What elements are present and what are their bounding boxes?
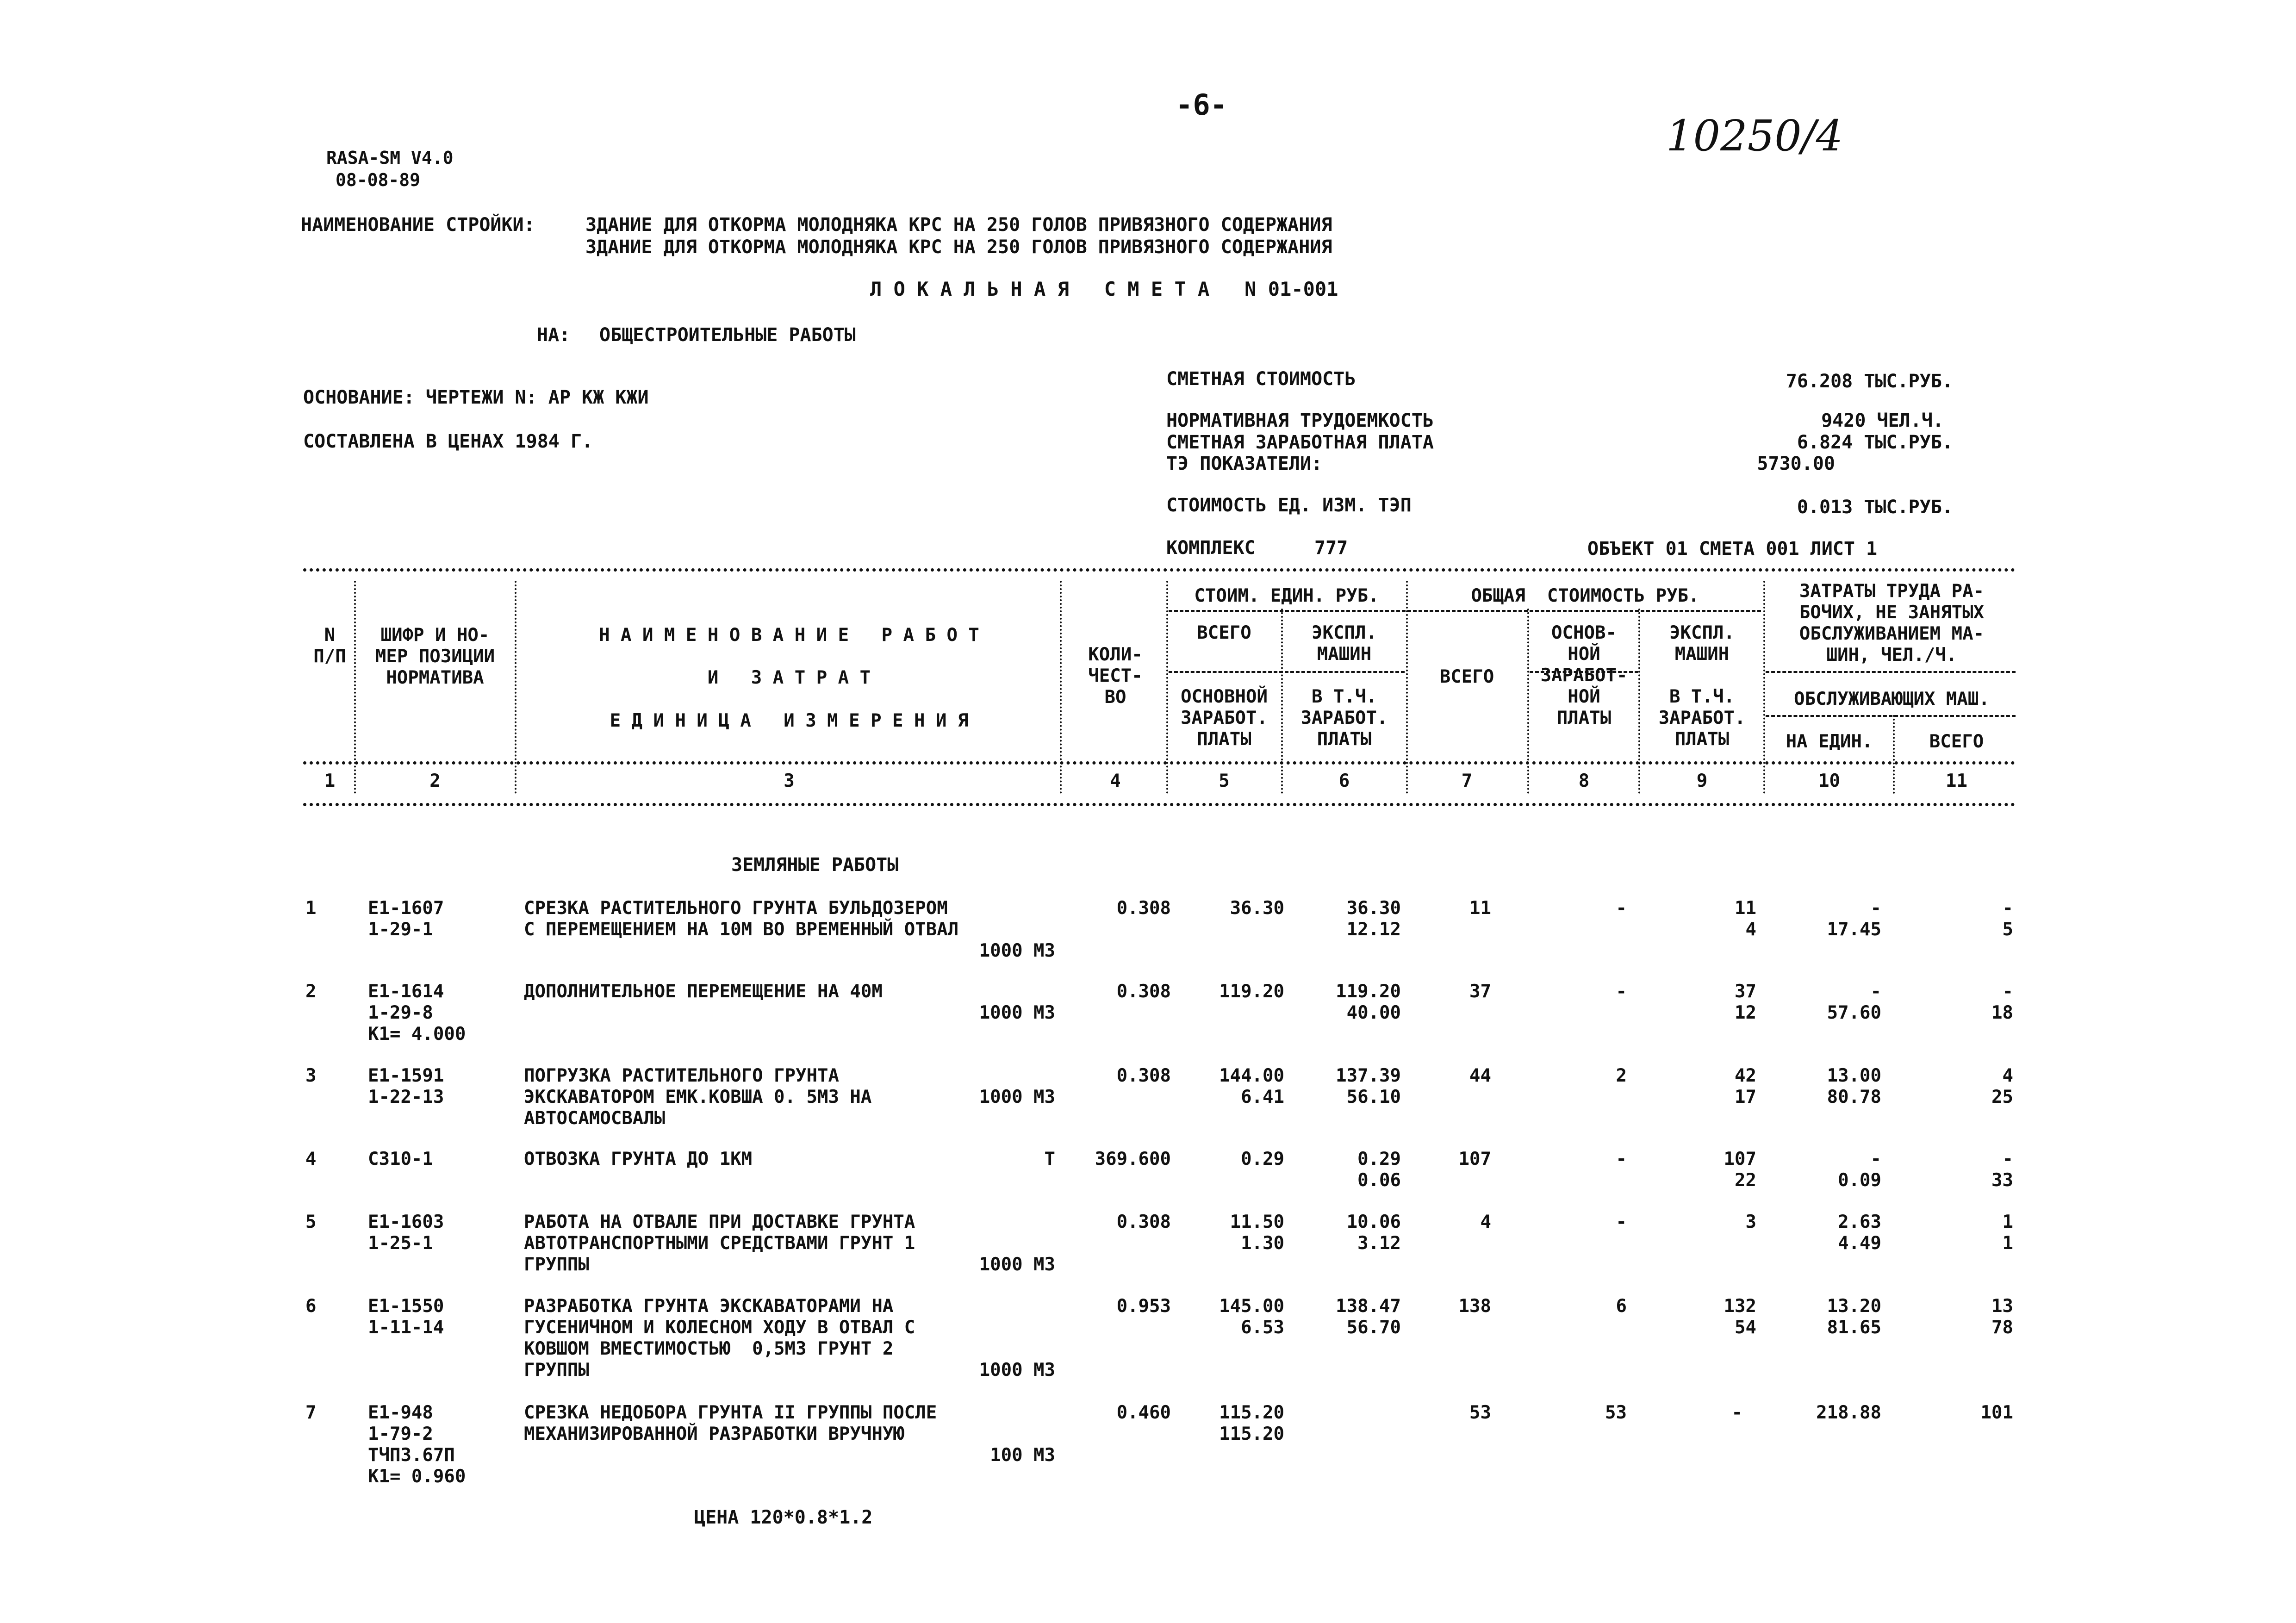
works-label: НА:	[537, 324, 571, 346]
row-col6: 36.30 12.12	[1346, 898, 1401, 940]
cost-label: СМЕТНАЯ СТОИМОСТЬ	[1166, 368, 1356, 390]
estimate-title: Л О К А Л Ь Н А Я С М Е Т А N 01-001	[870, 278, 1338, 300]
row-col11: - 18	[1991, 981, 2013, 1023]
price-note: ЦЕНА 120*0.8*1.2	[694, 1507, 873, 1528]
colnum: 8	[1578, 771, 1590, 791]
row-col6: 0.29 0.06	[1357, 1149, 1401, 1191]
construction-label: НАИМЕНОВАНИЕ СТРОЙКИ:	[301, 214, 535, 236]
row-unit: 1000 М3	[979, 1002, 1055, 1023]
colnum: 2	[429, 771, 441, 791]
colnum: 5	[1219, 771, 1230, 791]
row-col5: 115.20 115.20	[1219, 1402, 1284, 1444]
row-col8: -	[1616, 898, 1627, 919]
row-number: 7	[305, 1402, 317, 1423]
row-number: 1	[305, 898, 317, 919]
row-col5: 36.30	[1230, 898, 1284, 919]
header-total-group: ОБЩАЯ СТОИМОСТЬ РУБ.	[1471, 585, 1699, 606]
works-value: ОБЩЕСТРОИТЕЛЬНЫЕ РАБОТЫ	[599, 324, 856, 346]
row-col9: 3	[1745, 1212, 1756, 1232]
row-col10: - 17.45	[1827, 898, 1881, 940]
colnum: 3	[784, 771, 795, 791]
page-number: -6-	[1176, 88, 1227, 122]
header-subrule	[1169, 610, 1761, 612]
col-separator	[1893, 715, 1895, 794]
program-name: RASA-SM V4.0	[326, 148, 454, 168]
row-col5: 144.00 6.41	[1219, 1065, 1284, 1107]
numbers-bottom-rule	[303, 803, 2016, 806]
row-col5: 0.29	[1241, 1149, 1284, 1169]
table-top-rule	[303, 568, 2016, 572]
handwritten-reference: 10250/4	[1666, 111, 1843, 161]
row-col5: 11.50 1.30	[1230, 1212, 1284, 1254]
colnum: 1	[324, 771, 336, 791]
tep-label: ТЭ ПОКАЗАТЕЛИ:	[1166, 453, 1323, 474]
row-name: СРЕЗКА РАСТИТЕЛЬНОГО ГРУНТА БУЛЬДОЗЕРОМ С ПЕРЕМЕЩЕНИЕМ НА 10М ВО ВРЕМЕННЫЙ ОТВАЛ	[524, 898, 959, 940]
row-col11: 13 78	[1991, 1296, 2013, 1338]
labor-value: 9420 ЧЕЛ.Ч.	[1821, 410, 1944, 431]
col-separator	[1763, 581, 1765, 794]
row-col7: 107	[1458, 1149, 1491, 1169]
header-col-name-line3: Е Д И Н И Ц А И З М Е Р Е Н И Я	[610, 710, 969, 731]
row-col9: -	[1731, 1402, 1742, 1423]
row-name: ПОГРУЗКА РАСТИТЕЛЬНОГО ГРУНТА ЭКСКАВАТОРОМ ЕМК.КОВША 0. 5М3 НА АВТОСАМОСВАЛЫ	[524, 1065, 872, 1129]
construction-name-line1: ЗДАНИЕ ДЛЯ ОТКОРМА МОЛОДНЯКА КРС НА 250 ГОЛОВ ПРИВЯЗНОГО СОДЕРЖАНИЯ	[585, 214, 1332, 236]
basis-line: ОСНОВАНИЕ: ЧЕРТЕЖИ N: АР КЖ КЖИ	[303, 387, 649, 408]
construction-name-line2: ЗДАНИЕ ДЛЯ ОТКОРМА МОЛОДНЯКА КРС НА 250 ГОЛОВ ПРИВЯЗНОГО СОДЕРЖАНИЯ	[585, 236, 1332, 258]
row-col5: 145.00 6.53	[1219, 1296, 1284, 1338]
col-separator	[1166, 581, 1168, 794]
row-unit: 1000 М3	[979, 1360, 1055, 1380]
row-col8: -	[1616, 981, 1627, 1002]
row-col7: 53	[1469, 1402, 1491, 1423]
row-code: Е1-1550 1-11-14	[368, 1296, 444, 1338]
prices-line: СОСТАВЛЕНА В ЦЕНАХ 1984 Г.	[303, 431, 593, 452]
header-subrule	[1766, 671, 2016, 673]
colnum: 6	[1338, 771, 1350, 791]
row-code: Е1-1607 1-29-1	[368, 898, 444, 940]
wage-label: СМЕТНАЯ ЗАРАБОТНАЯ ПЛАТА	[1166, 432, 1434, 453]
row-unit: 1000 М3	[979, 940, 1055, 961]
row-unit: 1000 М3	[979, 1087, 1055, 1107]
row-col7: 138	[1458, 1296, 1491, 1317]
header-col-quantity: КОЛИ- ЧЕСТ- ВО	[1088, 644, 1143, 708]
header-col-7: ВСЕГО	[1439, 666, 1494, 687]
row-code: Е1-1591 1-22-13	[368, 1065, 444, 1107]
row-quantity: 0.953	[1116, 1296, 1171, 1317]
row-col11: 1 1	[2002, 1212, 2013, 1254]
colnum: 4	[1110, 771, 1121, 791]
row-number: 6	[305, 1296, 317, 1317]
program-date: 08-08-89	[336, 170, 421, 190]
colnum: 10	[1818, 771, 1840, 791]
row-col11: 4 25	[1991, 1065, 2013, 1107]
row-col8: 53	[1605, 1402, 1627, 1423]
row-col9: 11 4	[1735, 898, 1756, 940]
row-col8: -	[1616, 1212, 1627, 1232]
section-title: ЗЕМЛЯНЫЕ РАБОТЫ	[731, 854, 899, 876]
unit-cost-label: СТОИМОСТЬ ЕД. ИЗМ. ТЭП	[1166, 495, 1412, 516]
row-quantity: 0.308	[1116, 1212, 1171, 1232]
row-name: СРЕЗКА НЕДОБОРА ГРУНТА II ГРУППЫ ПОСЛЕ МЕХАНИЗИРОВАННОЙ РАЗРАБОТКИ ВРУЧНУЮ	[524, 1402, 937, 1444]
header-labor-group2: ОБСЛУЖИВАЮЩИХ МАШ.	[1794, 689, 1990, 709]
row-code: Е1-948 1-79-2 ТЧП3.67П К1= 0.960	[368, 1402, 466, 1487]
wage-value: 6.824 ТЫС.РУБ.	[1797, 432, 1953, 453]
row-col9: 37 12	[1735, 981, 1756, 1023]
row-col7: 37	[1469, 981, 1491, 1002]
col-separator	[1527, 609, 1529, 794]
colnum: 9	[1696, 771, 1708, 791]
row-col10: 13.00 80.78	[1827, 1065, 1881, 1107]
row-col9: 132 54	[1724, 1296, 1756, 1338]
row-quantity: 0.308	[1116, 1065, 1171, 1086]
cost-value: 76.208 ТЫС.РУБ.	[1786, 371, 1953, 392]
tep-value: 5730.00	[1757, 453, 1835, 474]
row-col7: 4	[1480, 1212, 1491, 1232]
row-col11: - 33	[1991, 1149, 2013, 1191]
row-name: ДОПОЛНИТЕЛЬНОЕ ПЕРЕМЕЩЕНИЕ НА 40М	[524, 981, 883, 1002]
row-name: РАБОТА НА ОТВАЛЕ ПРИ ДОСТАВКЕ ГРУНТА АВТОТРАНСПОРТНЫМИ СРЕДСТВАМИ ГРУНТ 1 ГРУППЫ	[524, 1212, 915, 1275]
row-col11: 101	[1980, 1402, 2013, 1423]
row-quantity: 0.308	[1116, 981, 1171, 1002]
row-col7: 44	[1469, 1065, 1491, 1086]
colnum: 7	[1461, 771, 1473, 791]
row-col6: 119.20 40.00	[1336, 981, 1401, 1023]
header-subrule	[1766, 715, 2016, 717]
row-number: 3	[305, 1065, 317, 1086]
row-col10: 13.20 81.65	[1827, 1296, 1881, 1338]
row-col11: - 5	[2002, 898, 2013, 940]
col-separator	[354, 581, 356, 794]
row-number: 2	[305, 981, 317, 1002]
row-name: ОТВОЗКА ГРУНТА ДО 1КМ	[524, 1149, 753, 1169]
header-col-5: ВСЕГО ОСНОВНОЙ ЗАРАБОТ. ПЛАТЫ	[1181, 622, 1268, 750]
row-col8: -	[1616, 1149, 1627, 1169]
labor-label: НОРМАТИВНАЯ ТРУДОЕМКОСТЬ	[1166, 410, 1434, 431]
colnum: 11	[1946, 771, 1967, 791]
row-col7: 11	[1469, 898, 1491, 919]
complex-value: 777	[1314, 537, 1348, 559]
object-line: ОБЪЕКТ 01 СМЕТА 001 ЛИСТ 1	[1587, 538, 1878, 560]
col-separator	[515, 581, 516, 794]
header-col-code: ШИФР И НО- МЕР ПОЗИЦИИ НОРМАТИВА	[375, 625, 495, 688]
row-unit: 100 М3	[990, 1445, 1055, 1466]
row-col10: - 0.09	[1838, 1149, 1881, 1191]
row-col9: 42 17	[1735, 1065, 1756, 1107]
header-unit-cost-group: СТОИМ. ЕДИН. РУБ.	[1194, 585, 1379, 606]
row-col9: 107 22	[1724, 1149, 1756, 1191]
row-unit: Т	[1044, 1149, 1055, 1169]
header-col-name-line1: Н А И М Е Н О В А Н И Е Р А Б О Т	[599, 625, 979, 646]
header-col-11: ВСЕГО	[1929, 731, 1984, 752]
col-separator	[1060, 581, 1062, 794]
header-col-number: N П/П	[313, 625, 346, 667]
row-quantity: 0.460	[1116, 1402, 1171, 1423]
row-code: Е1-1603 1-25-1	[368, 1212, 444, 1254]
row-code: С310-1	[368, 1149, 433, 1169]
row-col8: 2	[1616, 1065, 1627, 1086]
row-col6: 138.47 56.70	[1336, 1296, 1401, 1338]
header-col-9: ЭКСПЛ. МАШИН В Т.Ч. ЗАРАБОТ. ПЛАТЫ	[1658, 622, 1746, 750]
row-quantity: 369.600	[1095, 1149, 1171, 1169]
header-bottom-rule	[303, 761, 2016, 765]
row-unit: 1000 М3	[979, 1254, 1055, 1275]
row-col10: - 57.60	[1827, 981, 1881, 1023]
row-name: РАЗРАБОТКА ГРУНТА ЭКСКАВАТОРАМИ НА ГУСЕНИЧНОМ И КОЛЕСНОМ ХОДУ В ОТВАЛ С КОВШОМ ВМЕСТИМОСТЬЮ 0,5М3 ГРУНТ 2 ГРУППЫ	[524, 1296, 915, 1380]
complex-label: КОМПЛЕКС	[1166, 537, 1256, 559]
header-col-name-line2: И З А Т Р А Т	[707, 667, 871, 688]
col-separator	[1638, 609, 1640, 794]
row-col10: 2.63 4.49	[1838, 1212, 1881, 1254]
header-col-8: ОСНОВ- НОЙ ЗАРАБОТ- НОЙ ПЛАТЫ	[1540, 622, 1628, 728]
header-labor-group: ЗАТРАТЫ ТРУДА РА- БОЧИХ, НЕ ЗАНЯТЫХ ОБСЛУЖИВАНИЕМ МА- ШИН, ЧЕЛ./Ч.	[1799, 581, 1985, 665]
unit-cost-value: 0.013 ТЫС.РУБ.	[1797, 497, 1953, 518]
row-col8: 6	[1616, 1296, 1627, 1317]
row-quantity: 0.308	[1116, 898, 1171, 919]
row-col10: 218.88	[1816, 1402, 1881, 1423]
row-col5: 119.20	[1219, 981, 1284, 1002]
row-number: 5	[305, 1212, 317, 1232]
row-col6: 137.39 56.10	[1336, 1065, 1401, 1107]
row-number: 4	[305, 1149, 317, 1169]
header-col-6: ЭКСПЛ. МАШИН В Т.Ч. ЗАРАБОТ. ПЛАТЫ	[1300, 622, 1388, 750]
header-col-10: НА ЕДИН.	[1786, 731, 1873, 752]
row-code: Е1-1614 1-29-8 К1= 4.000	[368, 981, 466, 1045]
row-col6: 10.06 3.12	[1346, 1212, 1401, 1254]
